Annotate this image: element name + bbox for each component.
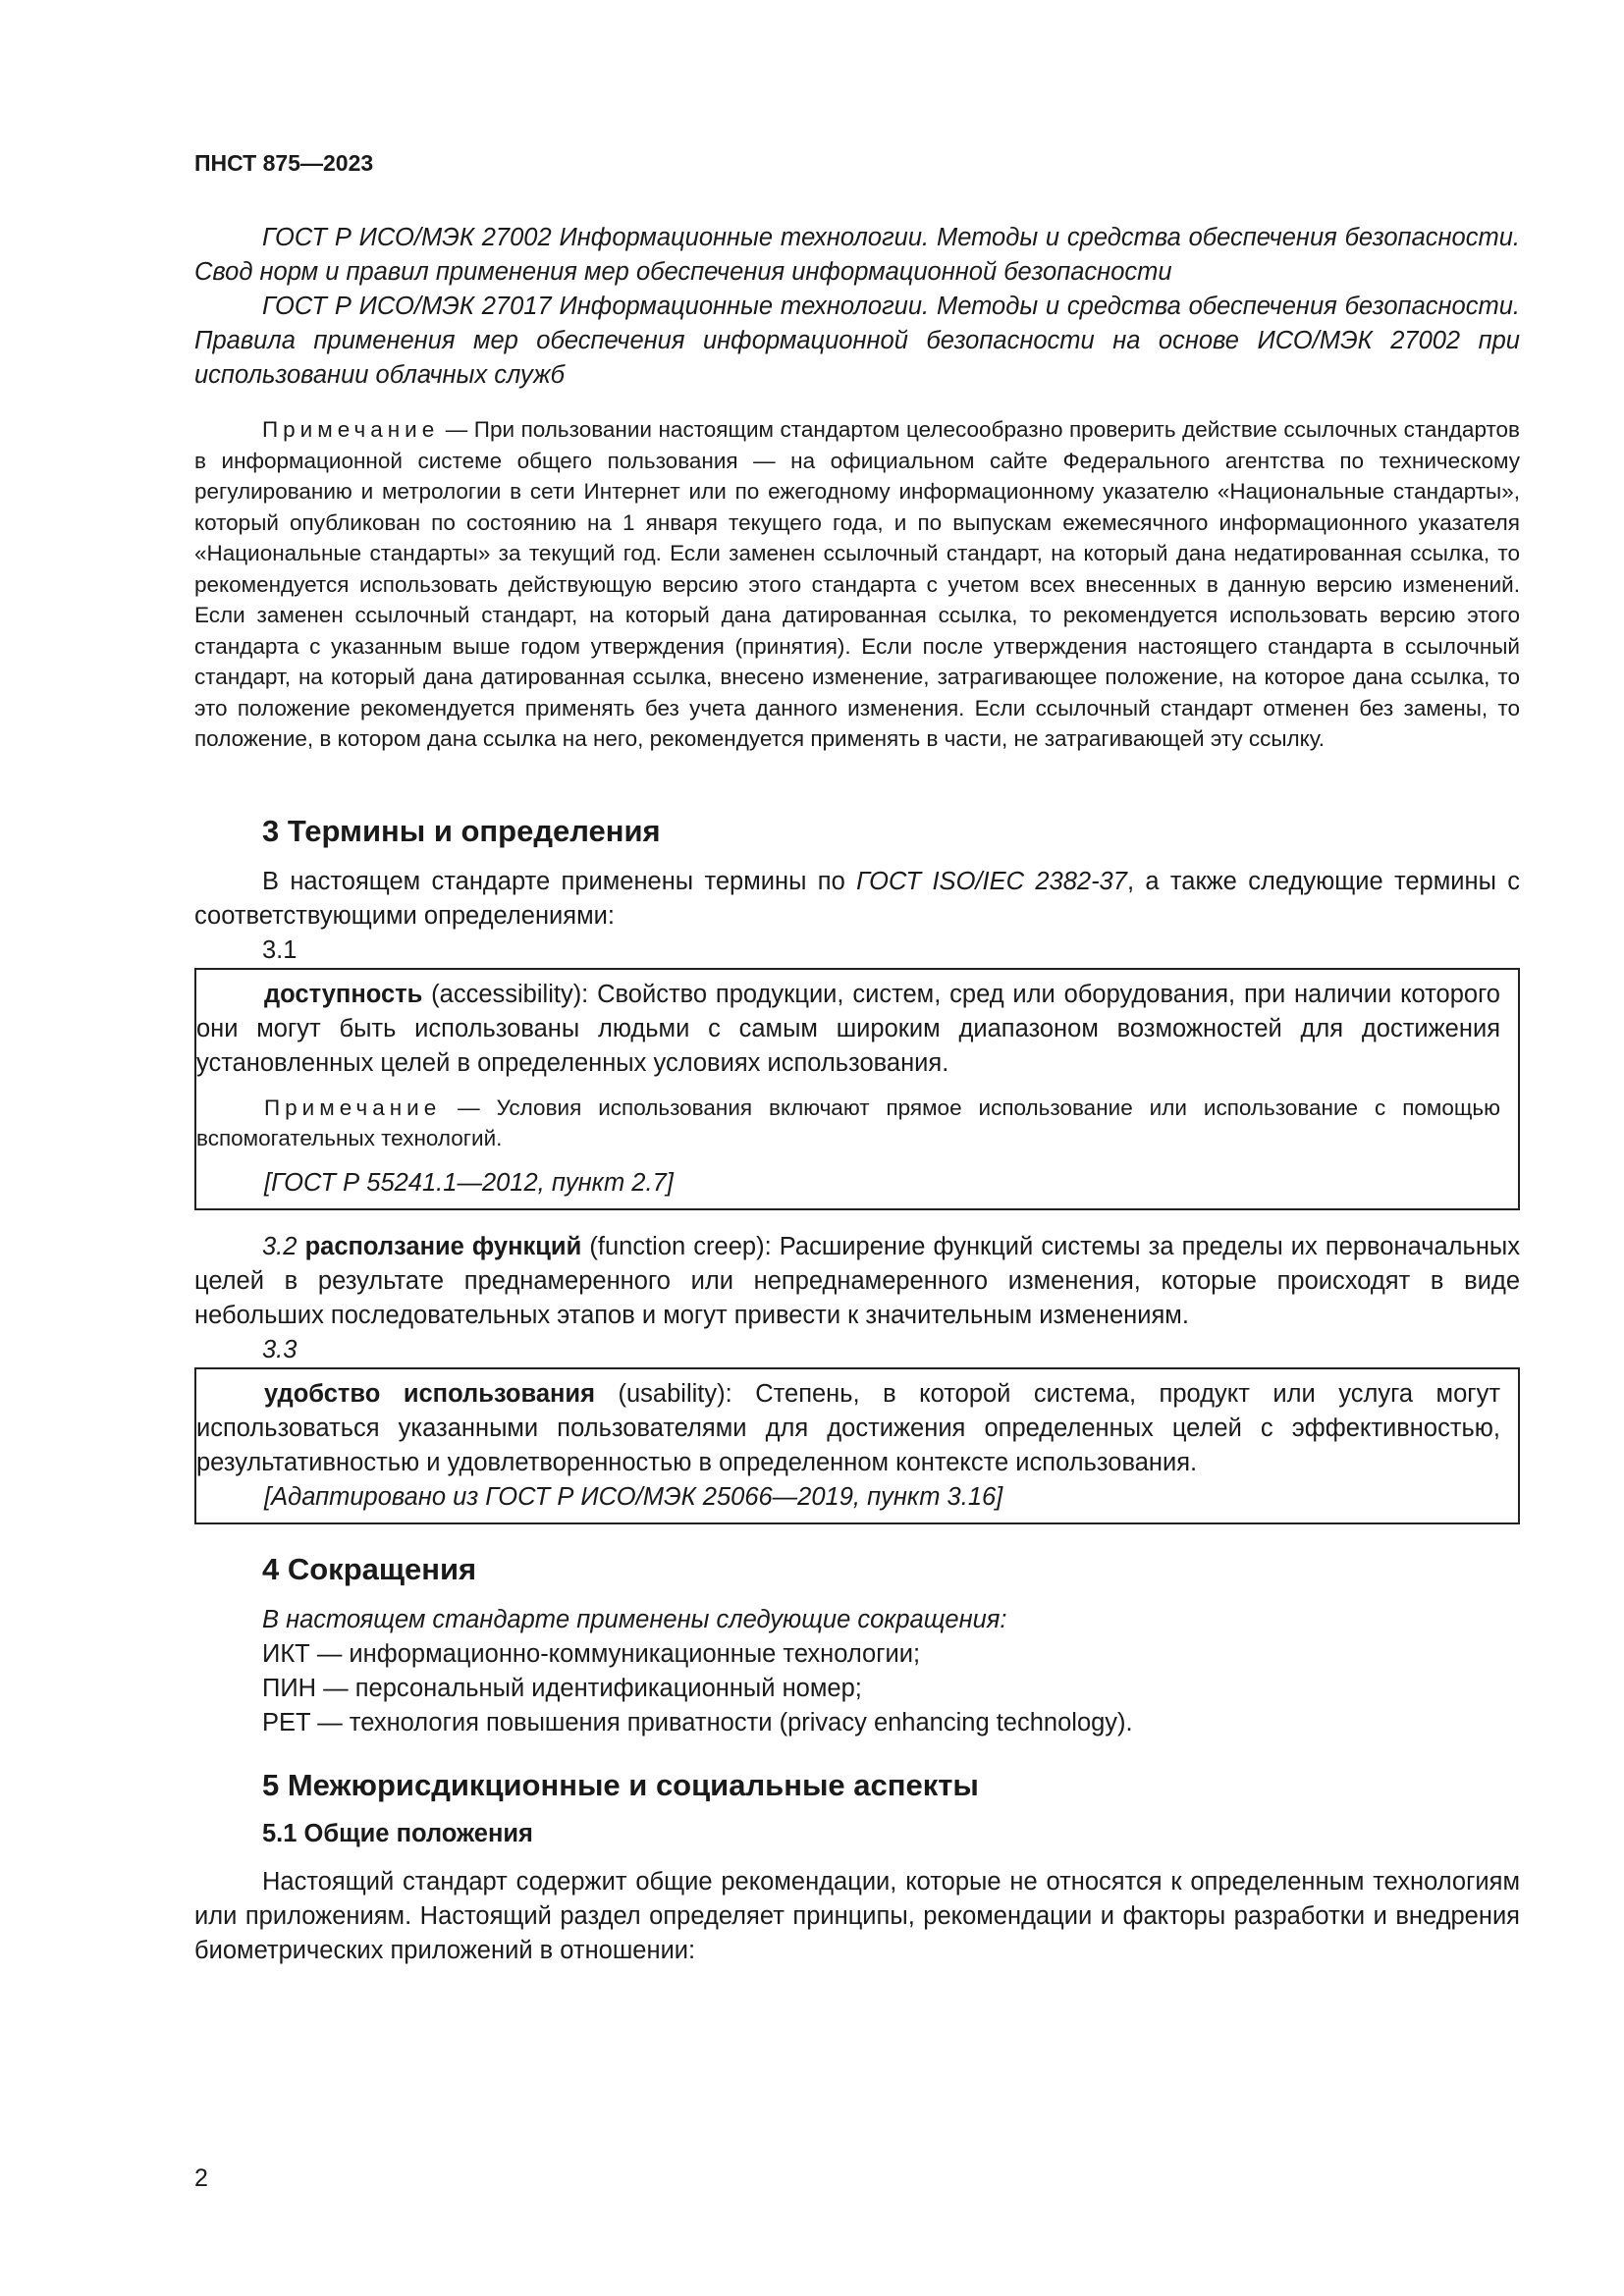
- document-id: ПНСТ 875—2023: [194, 150, 374, 176]
- page-body: [194, 221, 1520, 1968]
- section-5-1-text: Настоящий стандарт содержит общие рекомендации, которые не относятся к определенным технологиям или приложениям. Настоящий раздел определяет принципы, рекомендации и факторы разработки и внедрения биометрических приложений в отношении:: [194, 1867, 1520, 1964]
- term-3-1-term: доступность: [264, 980, 423, 1008]
- term-3-3-source: [Адаптировано из ГОСТ Р ИСО/МЭК 25066—2019, пункт 3.16]: [264, 1482, 1003, 1511]
- term-3-3-term: удобство использования: [264, 1379, 595, 1408]
- term-3-2-term: расползание функций: [304, 1232, 582, 1260]
- term-3-1-box: [194, 968, 1520, 1210]
- section-4-heading: 4 Сокращения: [262, 1551, 477, 1586]
- term-3-1-number: 3.1: [262, 935, 298, 964]
- normative-ref-27002: ГОСТ Р ИСО/МЭК 27002 Информационные технологии. Методы и средства обеспечения безопасности. Свод норм и правил применения мер обеспечения информационной безопасности: [194, 224, 1520, 286]
- abbreviation-ikt: ИКТ — информационно-коммуникационные технологии;: [262, 1639, 921, 1668]
- note-label: Примечание: [262, 417, 440, 442]
- normative-ref-27017: ГОСТ Р ИСО/МЭК 27017 Информационные технологии. Методы и средства обеспечения безопасности. Правила применения мер обеспечения информационной безопасности на основе ИСО/МЭК 27002 при использовании облачных служб: [194, 293, 1520, 389]
- section-3-heading: 3 Термины и определения: [262, 813, 661, 848]
- section-3-intro: В настоящем стандарте применены термины по ГОСТ ISO/IEC 2382-37, а также следующие термины с соответствующими определениями:: [194, 867, 1521, 930]
- normative-refs-note: [194, 414, 1520, 755]
- section-5-heading: 5 Межюрисдикционные и социальные аспекты: [262, 1767, 979, 1802]
- term-3-2-number: 3.2: [262, 1232, 298, 1260]
- page-number: 2: [194, 2164, 208, 2192]
- term-3-3-box: [194, 1367, 1520, 1524]
- gost-2382-ref: ГОСТ ISO/IEC 2382-37: [856, 867, 1127, 895]
- term-3-2: 3.2 расползание функций (function creep): Расширение функций системы за пределы их первоначальных целей в результате преднамеренного или непреднамеренного изменения, которые происходят в виде небольших последовательных этапов и могут привести к значительным изменениям.: [194, 1232, 1520, 1329]
- term-3-3-definition: удобство использования (usability): Степень, в которой система, продукт или услуга могут использоваться указанными пользователями для достижения определенных целей с эффективностью, результативностью и удовлетворенностью в определенном контексте использования.: [196, 1379, 1500, 1476]
- term-3-1-definition: доступность (accessibility): Свойство продукции, систем, сред или оборудования, при наличии которого они могут быть использованы людьми с самым широким диапазоном возможностей для достижения установленных целей в определенных условиях использования.: [196, 980, 1500, 1077]
- note-text: — При пользовании настоящим стандартом целесообразно проверить действие ссылочных стандартов в информационной системе общего пользования — на официальном сайте Федерального агентства по техническому регулированию и метрологии в сети Интернет или по ежегодному информационному указателю «Национальные стандарты», который опубликован по состоянию на 1 января текущего года, и по выпускам ежемесячного информационного указателя «Национальные стандарты» за текущий год. Если заменен ссылочный стандарт, на который дана недатированная ссылка, то рекомендуется использовать действующую версию этого стандарта с учетом всех внесенных в данную версию изменений. Если заменен ссылочный стандарт, на который дана датированная ссылка, то рекомендуется использовать версию этого стандарта с указанным выше годом утверждения (принятия). Если после утверждения настоящего стандарта в ссылочный стандарт, на который дана датированная ссылка, внесено изменение, затрагивающее положение, на которое дана ссылка, то это положение рекомендуется применять без учета данного изменения. Если ссылочный стандарт отменен без замены, то положение, в котором дана ссылка на него, рекомендуется применять в части, не затрагивающей эту ссылку.: [194, 417, 1520, 751]
- term-3-1-note: Примечание — Условия использования включают прямое использование или использование с помощью вспомогательных технологий.: [196, 1095, 1500, 1150]
- section-4-intro: В настоящем стандарте применены следующие сокращения:: [262, 1605, 1007, 1633]
- term-3-3-number: 3.3: [262, 1335, 298, 1363]
- abbreviation-pet: PET — технология повышения приватности (privacy enhancing technology).: [262, 1708, 1133, 1736]
- term-3-1-source: [ГОСТ Р 55241.1—2012, пункт 2.7]: [264, 1168, 674, 1197]
- section-5-1-heading: 5.1 Общие положения: [262, 1819, 533, 1847]
- abbreviation-pin: ПИН — персональный идентификационный номер;: [262, 1674, 862, 1702]
